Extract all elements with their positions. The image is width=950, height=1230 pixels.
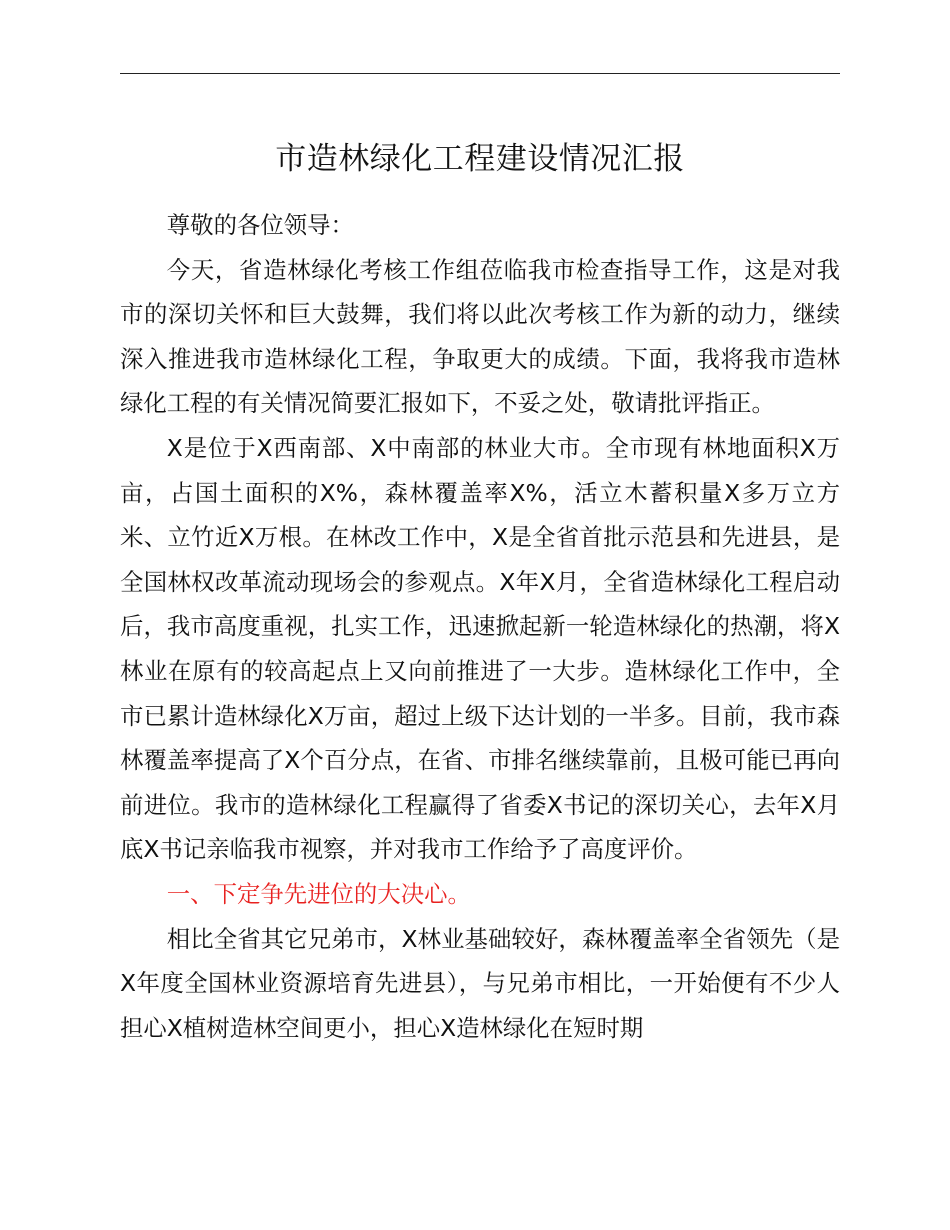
document-title: 市造林绿化工程建设情况汇报	[275, 141, 685, 177]
salutation: 尊敬的各位领导：	[166, 211, 354, 239]
section-heading: 一、下定争先进位的大决心。	[166, 879, 471, 908]
paragraph-section-1: 相比全省其它兄弟市，X林业基础较好，森林覆盖率全省领先（是X年度全国林业资源培育先进县），与兄弟市相比，一开始便有不少人担心X植树造林空间更小，担心X造林绿化在短时期	[120, 924, 840, 1042]
header-rule	[120, 73, 840, 74]
document-body	[120, 203, 840, 1050]
paragraph-intro: 今天，省造林绿化考核工作组莅临我市检查指导工作，这是对我市的深切关怀和巨大鼓舞，我们将以此次考核工作为新的动力，继续深入推进我市造林绿化工程，争取更大的成绩。下面，我将我市造林绿化工程的有关情况简要汇报如下，不妥之处，敬请批评指正。	[120, 255, 840, 418]
paragraph-overview: X是位于X西南部、X中南部的林业大市。全市现有林地面积X万亩，占国土面积的X%，森林覆盖率X%，活立木蓄积量X多万立方米、立竹近X万根。在林改工作中，X是全省首批示范县和先进县，是全国林权改革流动现场会的参观点。X年X月，全省造林绿化工程启动后，我市高度重视，扎实工作，迅速掀起新一轮造林绿化的热潮，将X林业在原有的较高起点上又向前推进了一大步。造林绿化工作中，全市已累计造林绿化X万亩，超过上级下达计划的一半多。目前，我市森林覆盖率提高了X个百分点，在省、市排名继续靠前，且极可能已再向前进位。我市的造林绿化工程赢得了省委X书记的深切关心，去年X月底X书记亲临我市视察，并对我市工作给予了高度评价。	[120, 433, 840, 864]
